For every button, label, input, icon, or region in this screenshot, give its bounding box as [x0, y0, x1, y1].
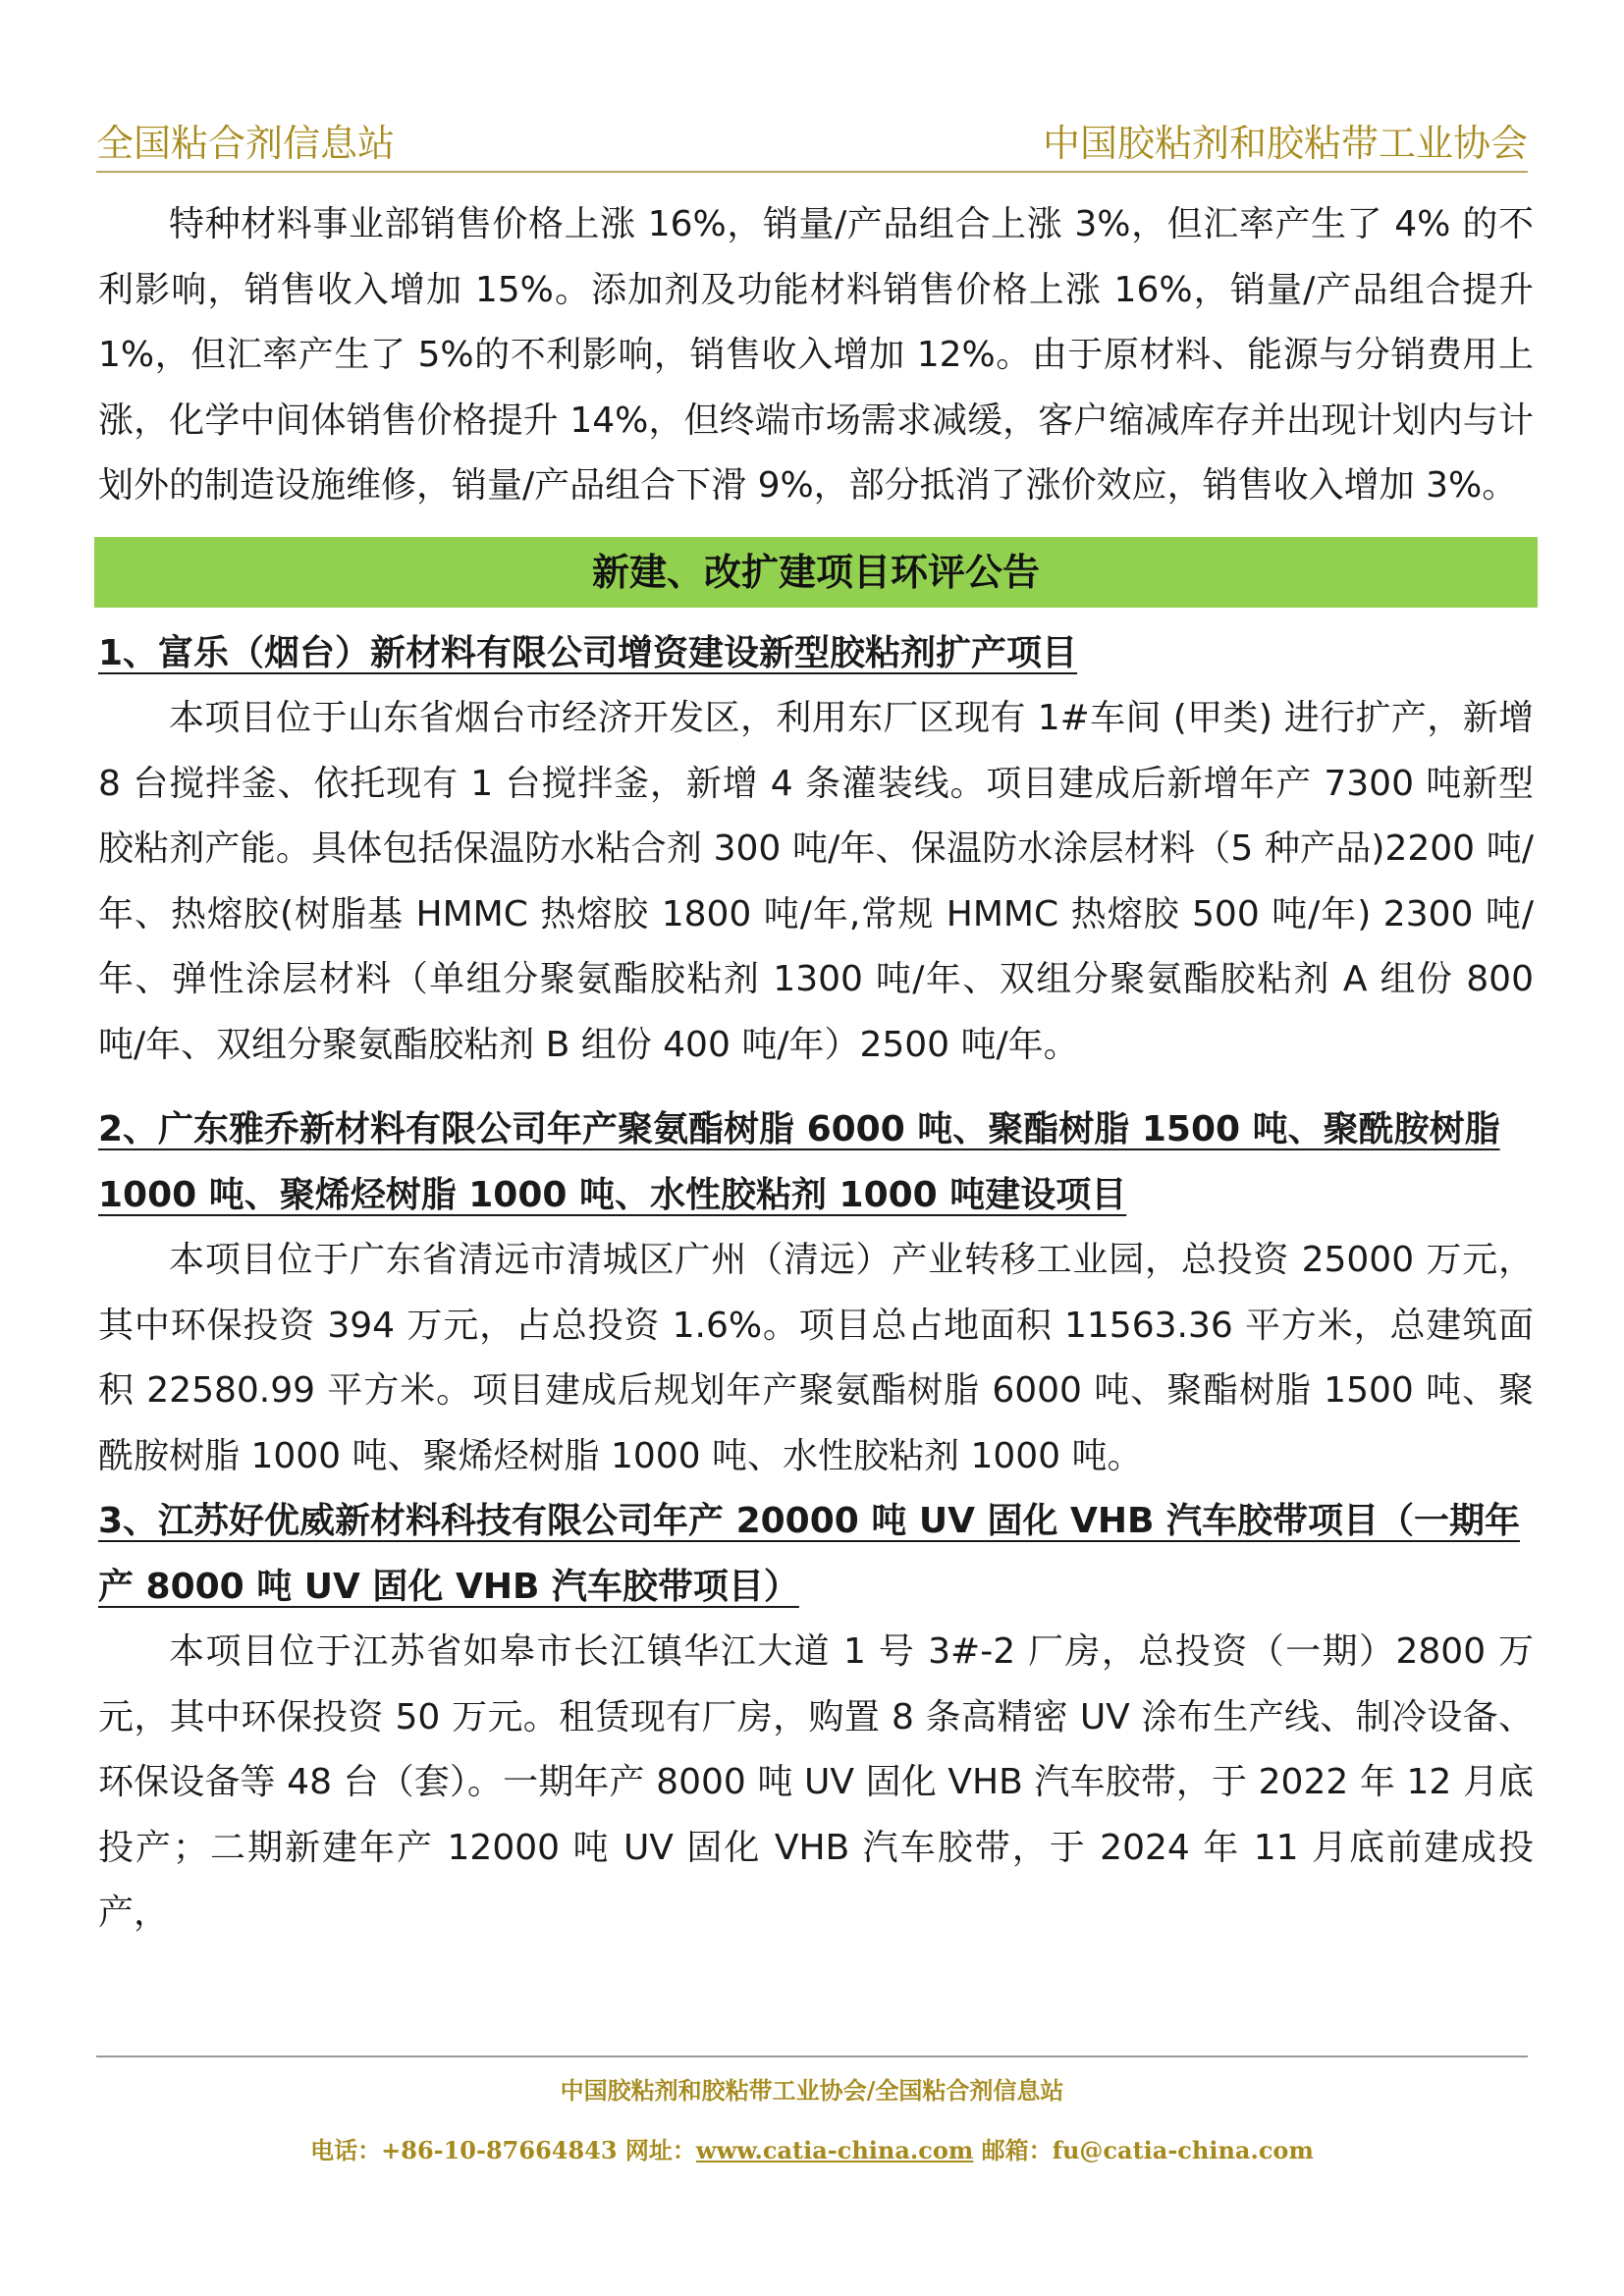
header-left-title: 全国粘合剂信息站 — [96, 122, 396, 165]
project-3 — [98, 1489, 1534, 1947]
page-footer — [96, 2056, 1528, 2165]
footer-organization: 中国胶粘剂和胶粘带工业协会/全国粘合剂信息站 — [560, 2076, 1064, 2105]
project-body: 本项目位于江苏省如皋市长江镇华江大道 1 号 3#-2 厂房，总投资（一期）2800 万元，其中环保投资 50 万元。租赁现有厂房，购置 8 条高精密 UV 涂布生产线、制冷设备、环保设备等 48 台（套）。一期年产 8000 吨 UV 固化 VHB 汽车胶带，于 2022 年 12 月底投产；二期新建年产 12000 吨 UV 固化 VHB 汽车胶带，于 2024 年 11 月底前建成投产， — [98, 1631, 1534, 1933]
project-title: 1、富乐（烟台）新材料有限公司增资建设新型胶粘剂扩产项目 — [98, 632, 1078, 673]
section-banner: 新建、改扩建项目环评公告 — [94, 537, 1538, 608]
footer-contact — [96, 2131, 1528, 2165]
page-content — [98, 192, 1534, 1947]
footer-phone: 电话：+86-10-87664843 网址： — [310, 2136, 696, 2164]
project-body: 本项目位于山东省烟台市经济开发区，利用东厂区现有 1#车间 (甲类) 进行扩产，新增 8 台搅拌釜、依托现有 1 台搅拌釜，新增 4 条灌装线。项目建成后新增年产 7300 吨新型胶粘剂产能。具体包括保温防水粘合剂 300 吨/年、保温防水涂层材料（5 种产品)2200 吨/年、热熔胶(树脂基 HMMC 热熔胶 1800 吨/年,常规 HMMC 热熔胶 500 吨/年) 2300 吨/年、弹性涂层材料（单组分聚氨酯胶粘剂 1300 吨/年、双组分聚氨酯胶粘剂 A 组份 800 吨/年、双组分聚氨酯胶粘剂 B 组份 400 吨/年）2500 吨/年。 — [98, 698, 1534, 1065]
project-title: 2、广东雅乔新材料有限公司年产聚氨酯树脂 6000 吨、聚酯树脂 1500 吨、聚酰胺树脂 1000 吨、聚烯烃树脂 1000 吨、水性胶粘剂 1000 吨建设项目 — [98, 1109, 1500, 1215]
footer-website-link[interactable]: www.catia-china.com — [695, 2136, 974, 2164]
intro-paragraph: 特种材料事业部销售价格上涨 16%，销量/产品组合上涨 3%，但汇率产生了 4% 的不利影响，销售收入增加 15%。添加剂及功能材料销售价格上涨 16%，销量/产品组合提升 1%，但汇率产生了 5%的不利影响，销售收入增加 12%。由于原材料、能源与分销费用上涨，化学中间体销售价格提升 14%，但终端市场需求减缓，客户缩减库存并出现计划内与计划外的制造设施维修，销量/产品组合下滑 9%，部分抵消了涨价效应，销售收入增加 3%。 — [98, 204, 1534, 506]
project-2 — [98, 1097, 1534, 1489]
project-title: 3、江苏好优威新材料科技有限公司年产 20000 吨 UV 固化 VHB 汽车胶带项目（一期年产 8000 吨 UV 固化 VHB 汽车胶带项目） — [98, 1501, 1521, 1607]
project-body: 本项目位于广东省清远市清城区广州（清远）产业转移工业园，总投资 25000 万元，其中环保投资 394 万元，占总投资 1.6%。项目总占地面积 11563.36 平方米，总建筑面积 22580.99 平方米。项目建成后规划年产聚氨酯树脂 6000 吨、聚酯树脂 1500 吨、聚酰胺树脂 1000 吨、聚烯烃树脂 1000 吨、水性胶粘剂 1000 吨。 — [98, 1240, 1534, 1476]
page-header — [96, 108, 1528, 173]
footer-email: 邮箱：fu@catia-china.com — [973, 2136, 1314, 2164]
project-1 — [98, 621, 1534, 1079]
header-right-title: 中国胶粘剂和胶粘带工业协会 — [1042, 122, 1528, 165]
